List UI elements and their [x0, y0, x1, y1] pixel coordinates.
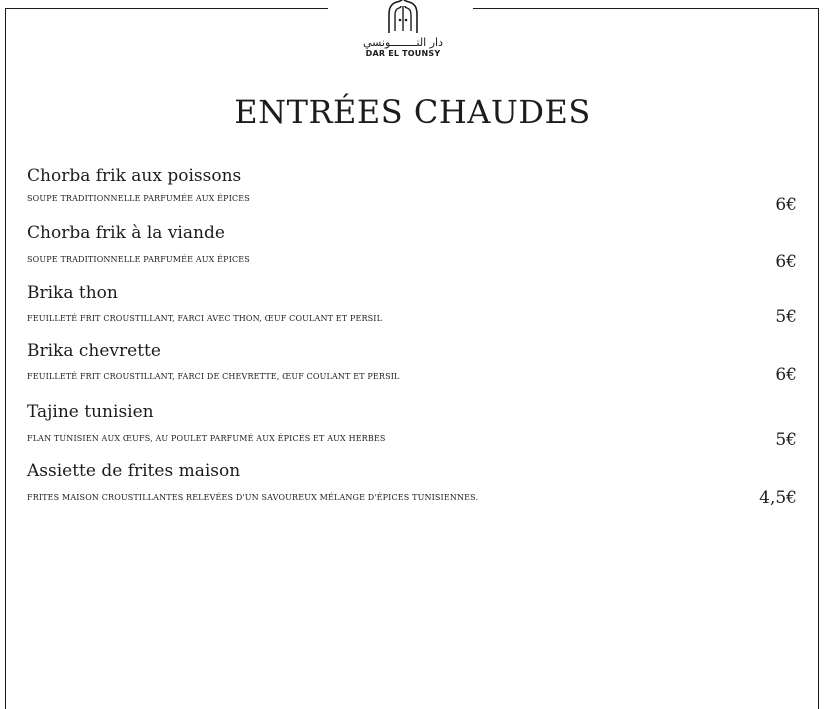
menu-item-price: 5€ — [775, 430, 797, 450]
brand-logo — [340, 0, 466, 74]
menu-item-name: Chorba frik à la viande — [27, 223, 225, 243]
menu-item-description: FRITES MAISON CROUSTILLANTES RELEVÉES D'UN SAVOUREUX MÉLANGE D'ÉPICES TUNISIENNES. — [27, 493, 479, 502]
page-title: ENTRÉES CHAUDES — [234, 93, 591, 131]
menu-item-price: 4,5€ — [759, 488, 797, 508]
menu-item-description: SOUPE TRADITIONNELLE PARFUMÉE AUX ÉPICES — [27, 194, 250, 203]
menu-item-name: Chorba frik aux poissons — [27, 166, 242, 186]
menu-item-price: 5€ — [775, 307, 797, 327]
menu-item-description: FLAN TUNISIEN AUX ŒUFS, AU POULET PARFUMÉ AUX ÉPICES ET AUX HERBES — [27, 434, 386, 443]
brand-latin-name: DAR EL TOUNSY — [365, 49, 441, 58]
frame-top-right-border — [473, 8, 818, 9]
menu-item-name: Tajine tunisien — [27, 402, 154, 422]
menu-item-price: 6€ — [775, 195, 797, 215]
menu-item — [27, 401, 797, 457]
menu-item-price: 6€ — [775, 252, 797, 272]
menu-item — [27, 460, 797, 516]
door-arch-logo-icon — [385, 0, 421, 34]
menu-item-description: FEUILLETÉ FRIT CROUSTILLANT, FARCI AVEC THON, ŒUF COULANT ET PERSIL — [27, 314, 383, 323]
frame-top-left-border — [5, 8, 328, 9]
menu-item — [27, 340, 797, 396]
menu-item — [27, 282, 797, 338]
menu-item-name: Assiette de frites maison — [27, 461, 241, 481]
menu-item — [27, 222, 797, 278]
menu-item-price: 6€ — [775, 365, 797, 385]
brand-arabic-name: دار التــــــــونسي — [363, 36, 443, 49]
menu-item — [27, 165, 797, 221]
menu-item-name: Brika thon — [27, 283, 118, 303]
menu-item-description: FEUILLETÉ FRIT CROUSTILLANT, FARCI DE CHEVRETTE, ŒUF COULANT ET PERSIL — [27, 372, 400, 381]
menu-item-name: Brika chevrette — [27, 341, 161, 361]
menu-item-description: SOUPE TRADITIONNELLE PARFUMÉE AUX ÉPICES — [27, 255, 250, 264]
